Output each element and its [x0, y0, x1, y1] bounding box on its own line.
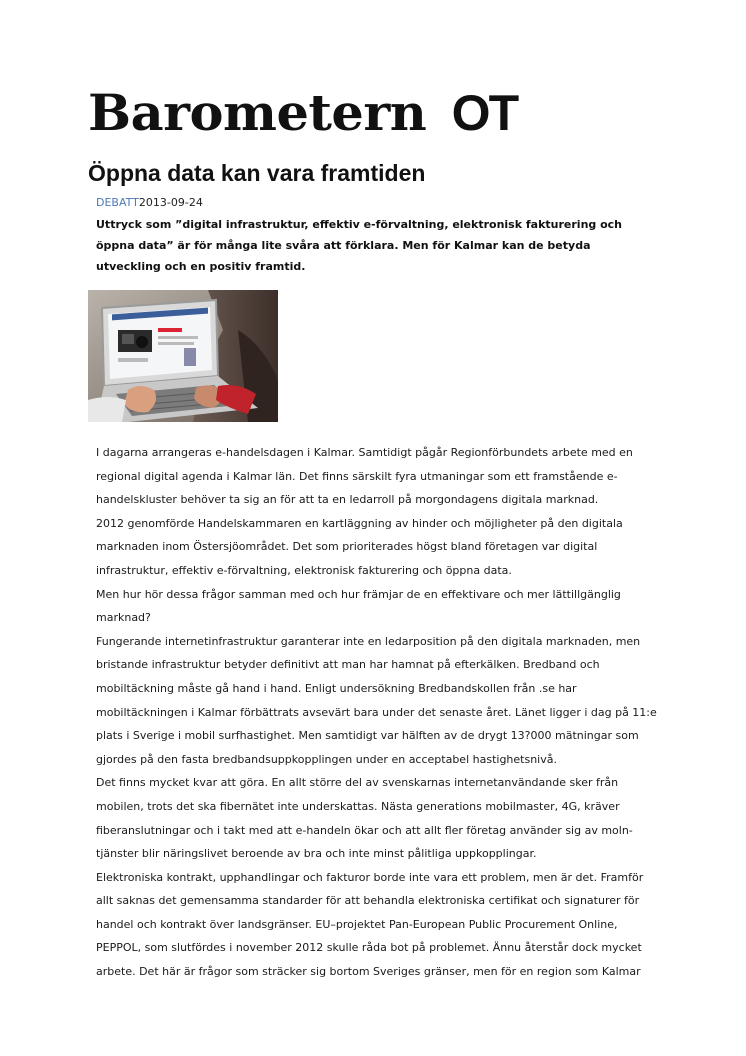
body-line: mobilen, trots det ska fibernätet inte underskattas. Nästa generations mobilmaster, 4G, kräver [96, 799, 620, 813]
article-title: Öppna data kan vara framtiden [88, 160, 426, 186]
body-line: allt saknas det gemensamma standarder för att behandla elektroniska certifikat och signaturer för [96, 894, 640, 908]
body-line: mobiltäckningen i Kalmar förbättrats avsevärt bara under det senaste året. Länet ligger i dag på 11:e [96, 705, 657, 719]
body-line: PEPPOL, som slutfördes i november 2012 skulle råda bot på problemet. Ännu återstår dock mycket [96, 941, 642, 955]
lead-line: öppna data” är för många lite svåra att förklara. Men för Kalmar kan de betyda [96, 239, 591, 252]
body-line: Det finns mycket kvar att göra. En allt större del av svenskarnas internetanvändande sker från [96, 776, 619, 790]
article-photo [88, 290, 278, 422]
body-line: fiberanslutningar och i takt med att e-handeln ökar och att allt fler företag använder sig av moln- [96, 823, 633, 837]
body-line: marknaden inom Östersjöområdet. Det som prioriterades högst bland företagen var digital [96, 540, 598, 554]
body-line: tjänster blir näringslivet beroende av bra och inte minst pålitliga uppkopplingar. [96, 847, 537, 861]
body-line: I dagarna arrangeras e-handelsdagen i Kalmar. Samtidigt pågår Regionförbundets arbete med en [96, 446, 633, 459]
lead-line: utveckling och en positiv framtid. [96, 260, 306, 273]
body-line: mobiltäckning måste gå hand i hand. Enligt undersökning Bredbandskollen från .se har [96, 681, 577, 695]
body-line: 2012 genomförde Handelskammaren en kartläggning av hinder och möjligheter på den digitala [96, 516, 623, 530]
body-line: gjordes på den fasta bredbandsuppkopplingen under en acceptabel hastighetsnivå. [96, 752, 557, 766]
body-line: plats i Sverige i mobil surfhastighet. Men samtidigt var hälften av de drygt 13?000 mätningar som [96, 729, 639, 743]
body-line: Elektroniska kontrakt, upphandlingar och fakturor borde inte vara ett problem, men är det. Framför [96, 870, 644, 884]
lead-line: Uttryck som ”digital infrastruktur, effektiv e-förvaltning, elektronisk fakturering och [96, 218, 623, 231]
article-date: 2013-09-24 [138, 196, 203, 209]
body-line: infrastruktur, effektiv e-förvaltning, elektronisk fakturering och öppna data. [96, 563, 512, 577]
article-meta [96, 195, 203, 211]
laptop-photo-image [88, 290, 278, 422]
article-lead [96, 214, 656, 277]
masthead-ot-logo: OT [451, 85, 518, 141]
body-line: arbete. Det här är frågor som sträcker sig bortom Sveriges gränser, men för en region som Kalmar [96, 965, 641, 979]
body-line: Men hur hör dessa frågor samman med och hur främjar de en effektivare och mer lättillgänglig [96, 587, 621, 601]
body-line: handel och kontrakt över landsgränser. EU–projektet Pan-European Public Procurement Online, [96, 917, 618, 931]
body-line: marknad? [96, 611, 151, 625]
masthead-logo: Barometern [88, 83, 427, 142]
article-body [96, 441, 656, 984]
body-line: bristande infrastruktur betyder definitivt att man har hamnat på efterkälken. Bredband och [96, 658, 600, 672]
body-line: handelskluster behöver ta sig an för att ta en ledarroll på morgondagens digitala marknad. [96, 493, 599, 507]
masthead [88, 84, 517, 146]
category-link[interactable]: DEBATT [96, 196, 139, 209]
body-line: regional digital agenda i Kalmar län. Det finns särskilt fyra utmaningar som ett framstående e- [96, 469, 618, 483]
body-line: Fungerande internetinfrastruktur garanterar inte en ledarposition på den digitala marknaden, men [96, 634, 641, 648]
